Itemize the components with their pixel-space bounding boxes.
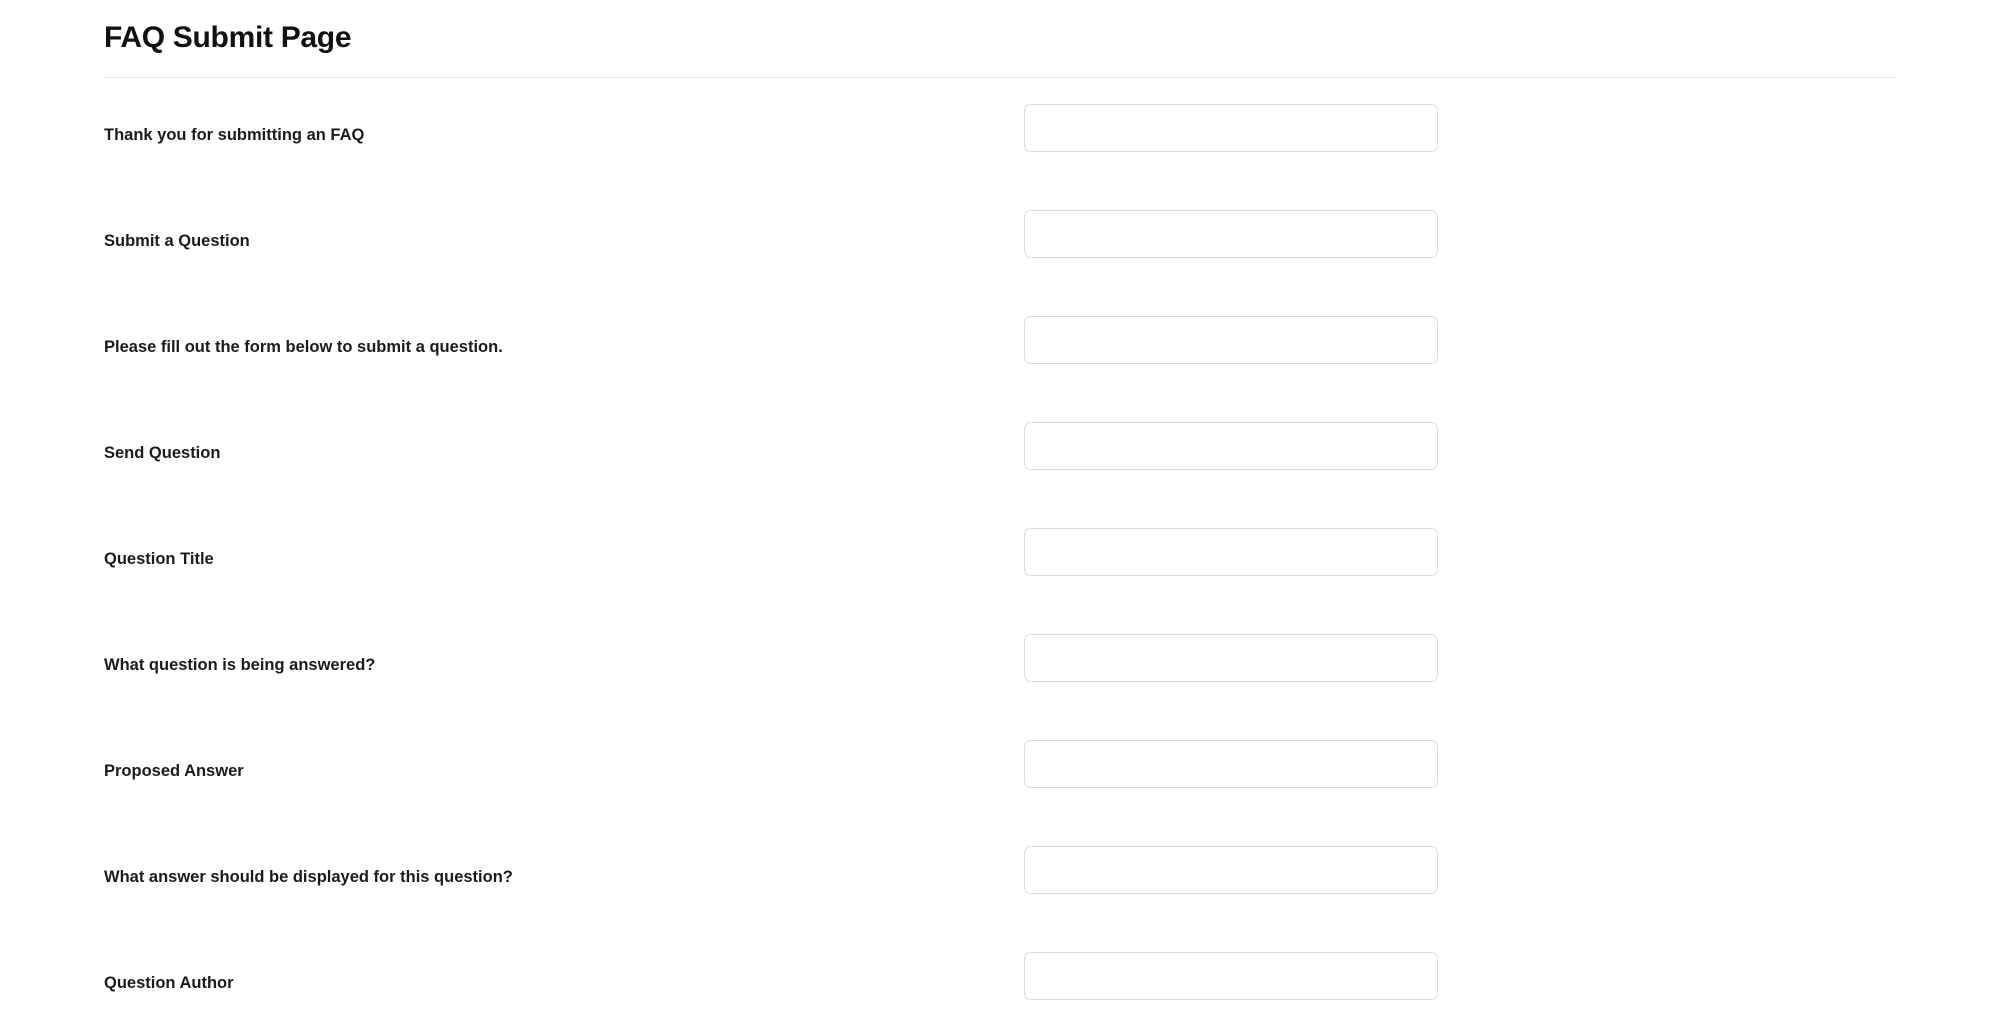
field-label: What answer should be displayed for this question? — [104, 868, 513, 886]
form-row — [104, 528, 1896, 634]
send-question-input[interactable] — [1024, 422, 1438, 470]
form-row — [104, 634, 1896, 740]
field-label: Submit a Question — [104, 232, 250, 250]
faq-form — [104, 104, 1896, 1015]
field-wrapper — [1024, 952, 1438, 1000]
field-wrapper — [1024, 104, 1438, 152]
field-label: Question Author — [104, 974, 234, 992]
form-row — [104, 316, 1896, 422]
field-label: Please fill out the form below to submit a question. — [104, 338, 503, 356]
field-label: Question Title — [104, 550, 214, 568]
field-wrapper — [1024, 422, 1438, 470]
form-row — [104, 210, 1896, 316]
form-row — [104, 952, 1896, 1015]
field-label: Send Question — [104, 444, 221, 462]
submit-a-question-input[interactable] — [1024, 210, 1438, 258]
proposed-answer-input[interactable] — [1024, 740, 1438, 788]
form-row — [104, 422, 1896, 528]
field-label: What question is being answered? — [104, 656, 376, 674]
displayed-answer-input[interactable] — [1024, 846, 1438, 894]
form-row — [104, 846, 1896, 952]
field-label: Thank you for submitting an FAQ — [104, 126, 365, 144]
field-wrapper — [1024, 846, 1438, 894]
field-wrapper — [1024, 528, 1438, 576]
field-label: Proposed Answer — [104, 762, 244, 780]
question-author-input[interactable] — [1024, 952, 1438, 1000]
form-row — [104, 104, 1896, 210]
field-wrapper — [1024, 740, 1438, 788]
question-being-answered-input[interactable] — [1024, 634, 1438, 682]
thank-you-message-input[interactable] — [1024, 104, 1438, 152]
title-divider — [104, 77, 1896, 78]
field-wrapper — [1024, 634, 1438, 682]
question-title-input[interactable] — [1024, 528, 1438, 576]
field-wrapper — [1024, 210, 1438, 258]
form-instructions-input[interactable] — [1024, 316, 1438, 364]
field-wrapper — [1024, 316, 1438, 364]
form-row — [104, 740, 1896, 846]
page-title: FAQ Submit Page — [104, 21, 352, 54]
